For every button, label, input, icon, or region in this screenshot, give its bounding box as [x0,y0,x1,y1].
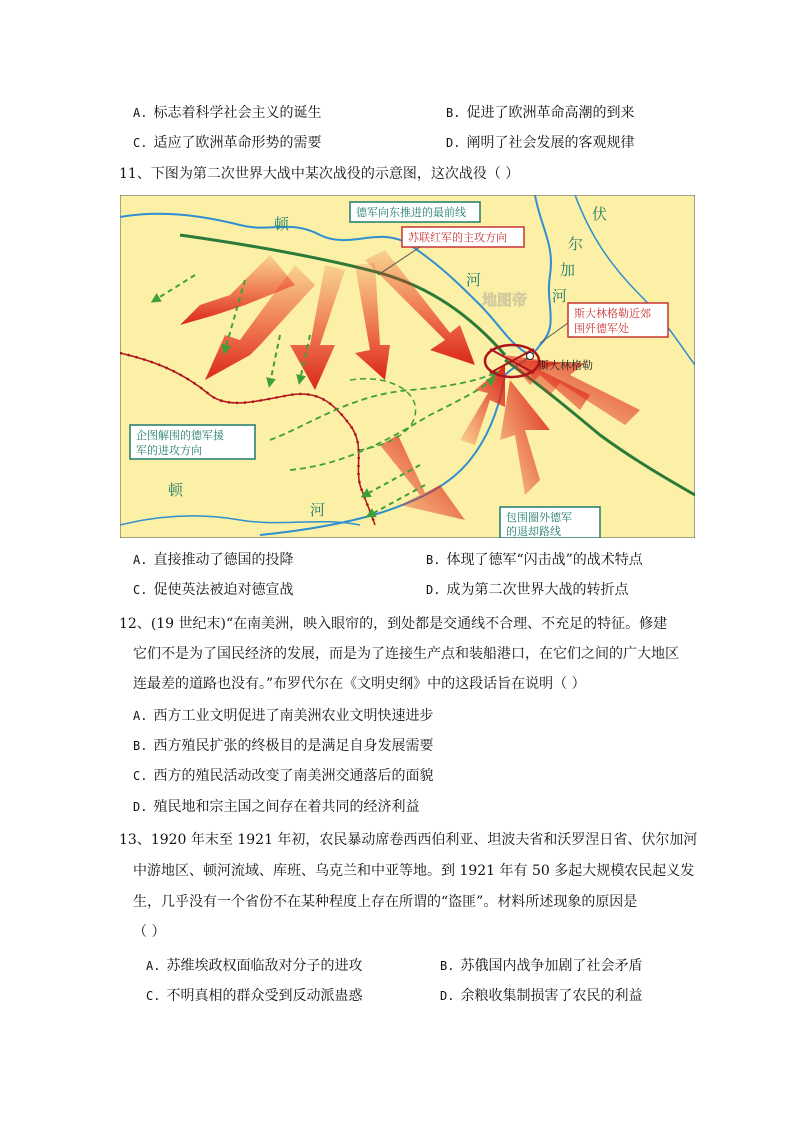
volga-char2: 尔 [568,235,584,253]
q12-option-b [133,736,433,756]
option-text: 阐明了社会发展的客观规律 [466,135,635,151]
option-text: 促进了欧洲革命高潮的到来 [466,105,635,121]
option-text: 西方工业文明促进了南美洲农业文明快速进步 [153,708,434,724]
q13-stem-line1: 13、1920 年末至 1921 年初，农民暴动席卷西西伯利亚、坦波夫省和沃罗涅日省、伏尔加河 [119,832,698,848]
option-key: A. [133,709,148,723]
option-key: B. [133,739,148,753]
relief-label-line2: 军的进攻方向 [136,444,202,457]
option-key: D. [440,989,455,1003]
front-line-label: 德军向东推进的最前线 [356,206,466,219]
q10-option-d [446,133,634,153]
q13-option-d [440,986,642,1006]
option-key: A. [133,106,148,120]
q12-option-a [133,706,433,726]
option-key: A. [133,553,148,567]
option-text: 西方殖民扩张的终极目的是满足自身发展需要 [153,738,434,754]
stalingrad-battle-map [120,195,695,538]
soviet-attack-label: 苏联红军的主攻方向 [408,231,507,244]
q13-option-b [440,956,642,976]
option-text: 苏维埃政权面临敌对分子的进攻 [166,958,363,974]
option-text: 适应了欧洲革命形势的需要 [153,135,322,151]
q10-option-b [446,103,634,123]
option-key: D. [446,136,461,150]
q12-option-d [133,797,419,817]
volga-char1: 伏 [592,205,608,223]
volga-char4: 河 [552,287,568,305]
q12-stem-line1: 12、(19 世纪末)“在南美洲，映入眼帘的，到处都是交通线不合理、不充足的特征。修建 [119,616,668,632]
option-text: 殖民地和宗主国之间存在着共同的经济利益 [153,799,420,815]
option-key: D. [426,583,441,597]
option-text: 体现了德军“闪击战”的战术特点 [446,552,643,568]
option-key: B. [446,106,461,120]
option-key: C. [146,989,161,1003]
q11-option-b [426,550,643,570]
don-river-top-char2: 河 [466,271,482,289]
stalingrad-label: 斯大林格勒 [538,359,593,372]
q11-option-d [426,580,628,600]
option-text: 余粮收集制损害了农民的利益 [460,988,643,1004]
option-text: 西方的殖民活动改变了南美洲交通落后的面貌 [153,768,434,784]
option-text: 标志着科学社会主义的诞生 [153,105,322,121]
option-text: 直接推动了德国的投降 [153,552,294,568]
q12-option-c [133,766,433,786]
retreat-label-line2: 的退却路线 [506,525,561,538]
q12-stem-line2: 它们不是为了国民经济的发展，而是为了连接生产点和装船港口，在它们之间的广大地区 [133,646,679,662]
q10-option-c [133,133,321,153]
q13-option-c [146,986,362,1006]
q12-stem-line3: 连最差的道路也没有。”布罗代尔在《文明史纲》中的这段话旨在说明（ ） [133,676,586,692]
q11-option-c [133,580,293,600]
option-key: C. [133,769,148,783]
option-key: B. [440,959,455,973]
don-river-bottom-char2: 河 [310,501,326,519]
encircle-label-line2: 围歼德军处 [574,322,629,335]
map-watermark: 地图帝 [482,291,528,309]
option-key: D. [133,800,148,814]
volga-char3: 加 [560,261,576,279]
q13-stem-line3: 生，几乎没有一个省份不在某种程度上存在所谓的“盗匪”。材料所述现象的原因是 [133,894,638,910]
q11-option-a [133,550,293,570]
retreat-label-line1: 包围圈外德军 [506,511,572,524]
option-key: C. [133,136,148,150]
q13-option-a [146,956,362,976]
q11-stem: 11、下图为第二次世界大战中某次战役的示意图，这次战役（ ） [119,166,520,182]
option-key: A. [146,959,161,973]
don-river-bottom-char1: 顿 [168,481,184,499]
option-key: B. [426,553,441,567]
q13-stem-line4: （ ） [133,924,166,940]
stalingrad-city-marker [527,353,534,360]
option-text: 促使英法被迫对德宣战 [153,582,294,598]
q10-option-a [133,103,321,123]
encircle-label-line1: 斯大林格勒近郊 [574,307,651,320]
option-text: 成为第二次世界大战的转折点 [446,582,629,598]
don-river-top-char1: 顿 [274,215,290,233]
q13-stem-line2: 中游地区、顿河流域、库班、乌克兰和中亚等地。到 1921 年有 50 多起大规模农民起义发 [133,863,695,879]
option-text: 不明真相的群众受到反动派蛊惑 [166,988,363,1004]
option-key: C. [133,583,148,597]
option-text: 苏俄国内战争加剧了社会矛盾 [460,958,643,974]
relief-label-line1: 企图解围的德军援 [136,429,224,442]
